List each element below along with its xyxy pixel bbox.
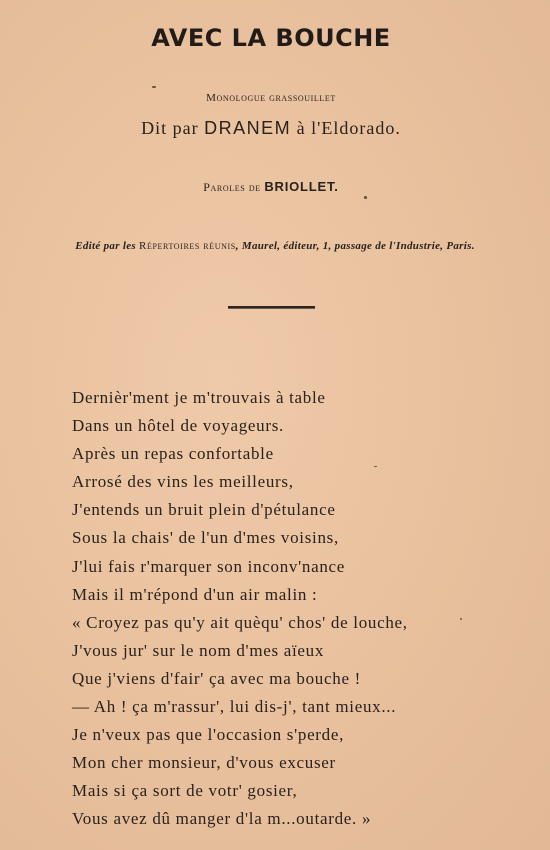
- verse-line: Dans un hôtel de voyageurs.: [72, 416, 284, 436]
- paper-speck: [374, 466, 377, 467]
- divider-rule: [228, 306, 315, 309]
- paper-speck: [460, 618, 462, 620]
- verse-line: Je n'veux pas que l'occasion s'perde,: [72, 725, 345, 745]
- subtitle: Monologue grassouillet: [206, 92, 336, 104]
- publisher-name: Répertoires réunis: [139, 240, 236, 252]
- performer-suffix: à l'Eldorado.: [291, 118, 401, 138]
- performer-name: DRANEM: [204, 118, 292, 138]
- verse-line: Mais il m'répond d'un air malin :: [72, 584, 318, 604]
- performer-line: [0, 118, 542, 139]
- publisher-intro: Edité par les: [75, 240, 140, 252]
- lyricist-line: [0, 179, 542, 195]
- page-title: AVEC LA BOUCHE: [151, 24, 391, 52]
- publisher-details: , Maurel, éditeur, 1, passage de l'Industrie, Paris.: [235, 240, 475, 252]
- verse-block: [72, 384, 408, 834]
- lyricist-prefix: Paroles de: [203, 180, 265, 194]
- performer-prefix: Dit par: [141, 118, 205, 138]
- verse-line: Vous avez dû manger d'la m...outarde. »: [72, 809, 372, 829]
- paper-speck: [152, 86, 156, 88]
- verse-line: Après un repas confortable: [72, 444, 274, 464]
- verse-line: Mais si ça sort de votr' gosier,: [72, 781, 298, 801]
- paper-speck: [364, 196, 367, 199]
- verse-line: Arrosé des vins les meilleurs,: [72, 472, 294, 492]
- lyricist-name: BRIOLLET.: [264, 179, 339, 194]
- verse-line: J'lui fais r'marquer son inconv'nance: [72, 556, 346, 576]
- publisher-line: [0, 240, 550, 252]
- verse-line: Sous la chais' de l'un d'mes voisins,: [72, 528, 339, 548]
- verse-line: J'vous jur' sur le nom d'mes aïeux: [72, 640, 325, 660]
- verse-line: Dernièr'ment je m'trouvais à table: [72, 388, 326, 407]
- verse-line: J'entends un bruit plein d'pétulance: [72, 500, 336, 520]
- verse-line: Mon cher monsieur, d'vous excuser: [72, 753, 336, 773]
- verse-line: — Ah ! ça m'rassur', lui dis-j', tant mieux...: [72, 697, 397, 717]
- verse-line: « Croyez pas qu'y ait quèqu' chos' de louche,: [72, 612, 408, 632]
- verse-line: Que j'viens d'fair' ça avec ma bouche !: [72, 668, 362, 688]
